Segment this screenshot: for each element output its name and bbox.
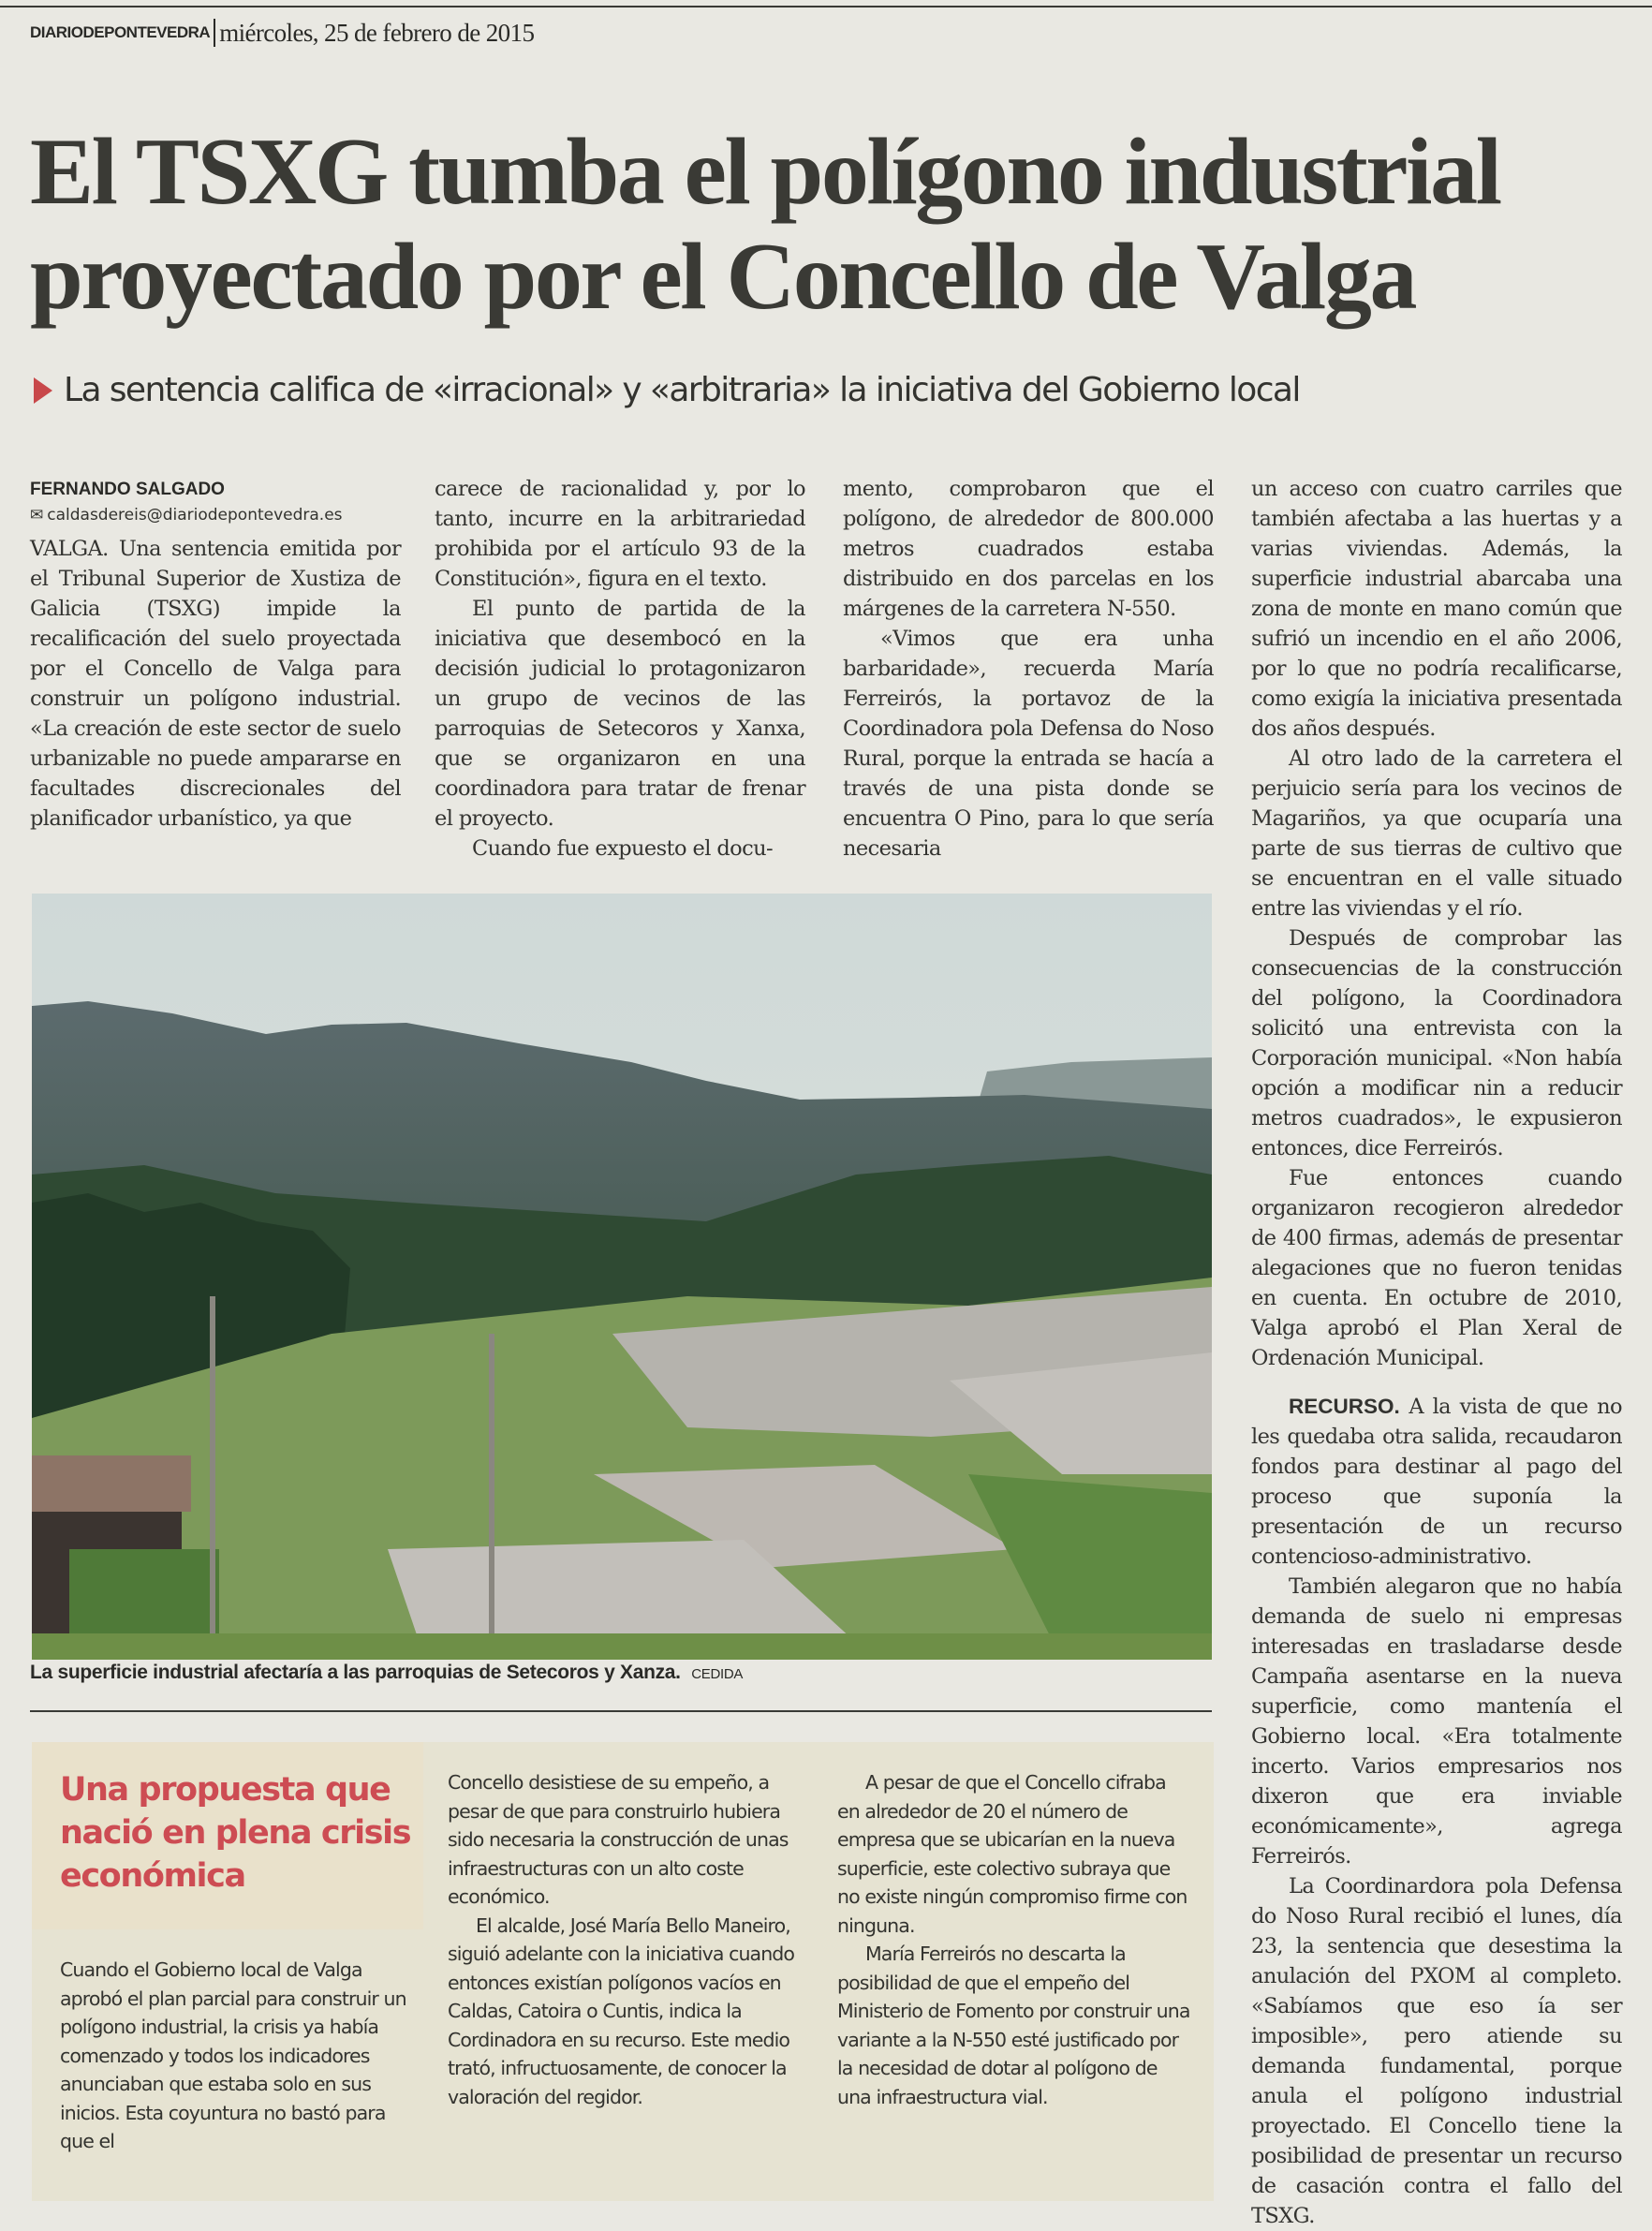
article-paragraph: También alegaron que no había demanda de suelo ni empresas interesadas en trasladarse desde Campaña asentarse en la nueva superficie, como mantenía el Gobierno local. «Era totalmente incerto. Varios empresarios nos dixeron que era inviable económicamente», agrega Ferreirós. <box>1251 1574 1622 1869</box>
sidebar-column-2 <box>448 1768 804 2111</box>
triangle-bullet-icon <box>34 377 52 404</box>
sidebar-title: Una propuesta que nació en plena crisis económica <box>60 1771 411 1895</box>
article-paragraph-recurso <box>1251 1392 1622 1572</box>
sidebar-paragraph: Concello desistiese de su empeño, a pesar de que para construirlo hubiera sido necesaria la construcción de unas infraestructuras con un alto coste económico. <box>448 1771 789 1908</box>
article-paragraph: VALGA. Una sentencia emitida por el Tribunal Superior de Xustiza de Galicia (TSXG) impide la recalificación del suelo proyectada por el Concello de Valga para construir un polígono industrial. «La creación de este sector de suelo urbanizable no puede ampararse en facultades discrecionales del planificador urbanístico, ya que <box>30 537 401 831</box>
article-paragraph: El punto de partida de la iniciativa que desembocó en la decisión judicial lo protagonizaron un grupo de vecinos de las parroquias de Setecoros y Xanxa, que se organizaron en una coordinadora para tratar de frenar el proyecto. <box>435 597 805 831</box>
sidebar-paragraph: María Ferreirós no descarta la posibilidad de que el empeño del Ministerio de Fomento por construir una variante a la N-550 esté justificado por la necesidad de dotar al polígono de una infraestructura vial. <box>837 1943 1190 2108</box>
article-column-2 <box>435 474 805 864</box>
masthead-divider <box>214 19 215 47</box>
article-paragraph: mento, comprobaron que el polígono, de alrededor de 800.000 metros cuadrados estaba distribuido en dos parcelas en los márgenes de la carretera N-550. <box>843 477 1214 621</box>
photo-caption <box>30 1662 743 1684</box>
landscape-photo-illustration <box>32 894 1212 1660</box>
article-paragraph: Fue entonces cuando organizaron recogieron alrededor de 400 firmas, además de presentar alegaciones que no fueron tenidas en cuenta. En octubre de 2010, Valga aprobó el Plan Xeral de Ordenación Municipal. <box>1251 1166 1622 1370</box>
article-paragraph: Después de comprobar las consecuencias de la construcción del polígono, la Coordinadora solicitó una entrevista con la Corporación municipal. «Non había opción a modificar nin a reducir metros cuadrados», le expusieron entonces, dice Ferreirós. <box>1251 926 1622 1160</box>
email-icon: ✉ <box>30 506 44 525</box>
article-column-3 <box>843 474 1214 864</box>
foreground-vines <box>32 1633 1212 1660</box>
article-photo <box>32 894 1212 1660</box>
sidebar-box <box>32 1742 1214 2201</box>
article-paragraph: Al otro lado de la carretera el perjuicio sería para los vecinos de Magariños, ya que ocuparía una parte de sus tierras de cultivo que se encuentran en el valle situado entre las viviendas y el río. <box>1251 746 1622 921</box>
article-subheadline <box>34 371 1300 409</box>
subheadline-text: La sentencia califica de «irracional» y «arbitraria» la iniciativa del Gobierno local <box>64 371 1300 409</box>
photo-credit: CEDIDA <box>691 1666 744 1682</box>
section-kicker: RECURSO. <box>1289 1395 1400 1418</box>
article-paragraph: carece de racionalidad y, por lo tanto, incurre en la arbitrariedad prohibida por el artículo 93 de la Constitución», figura en el texto. <box>435 477 805 591</box>
article-paragraph: Cuando fue expuesto el docu- <box>472 836 774 861</box>
author-email-text[interactable]: caldasdereis@diariodepontevedra.es <box>47 506 343 525</box>
section-divider <box>30 1710 1212 1712</box>
house-roof <box>32 1455 191 1512</box>
article-paragraph: «Vimos que era unha barbaridade», recuerda María Ferreirós, la portavoz de la Coordinadora pola Defensa do Noso Rural, porque la entrada se hacía a través de una pista donde se encuentra O Pino, para lo que sería necesaria <box>843 627 1214 861</box>
sidebar-column-1 <box>60 1956 412 2156</box>
utility-pole <box>489 1334 494 1660</box>
masthead <box>30 17 534 49</box>
publication-date: miércoles, 25 de febrero de 2015 <box>219 18 535 47</box>
top-rule <box>0 6 1652 7</box>
article-column-4 <box>1251 474 1622 2231</box>
sidebar-paragraph: El alcalde, José María Bello Maneiro, siguió adelante con la iniciativa cuando entonces existían polígonos vacíos en Caldas, Catoira o Cuntis, indica la Cordinadora en su recurso. Este medio trató, infructuosamente, de conocer la valoración del regidor. <box>448 1913 795 2108</box>
section-gap <box>1251 1373 1622 1392</box>
utility-pole <box>210 1296 215 1660</box>
article-paragraph: un acceso con cuatro carriles que también afectaba a las huertas y a varias viviendas. Además, la superficie industrial abarcaba una zona de monte en mano común que sufrió un incendio en el año 2006, por lo que no podría recalificarse, como exigía la iniciativa presentada dos años después. <box>1251 477 1622 741</box>
author-name: FERNANDO SALGADO <box>30 480 225 499</box>
kicker-paragraph-text: A la vista de que no les quedaba otra salida, recaudaron fondos para destinar al pago del proceso que suponía la presentación de un recurso contencioso-administrativo. <box>1251 1395 1622 1569</box>
photo-caption-text: La superficie industrial afectaría a las parroquias de Setecoros y Xanza. <box>30 1662 681 1683</box>
article-column-1 <box>30 534 401 834</box>
sidebar-paragraph: A pesar de que el Concello cifraba en alrededor de 20 el número de empresa que se ubicarían en la nueva superficie, este colectivo subraya que no existe ningún compromiso firme con ninguna. <box>837 1771 1187 1937</box>
sidebar-paragraph: Cuando el Gobierno local de Valga aprobó el plan parcial para construir un polígono industrial, la crisis ya había comenzado y todos los indicadores anunciaban que estaba solo en sus inicios. Esta coyuntura no bastó para que el <box>60 1958 406 2152</box>
author-email[interactable] <box>30 506 343 525</box>
byline <box>30 480 343 525</box>
sidebar-column-3 <box>837 1768 1193 2111</box>
newspaper-logo: DIARIODEPONTEVEDRA <box>30 23 211 41</box>
article-headline: El TSXG tumba el polígono industrial proyectado por el Concello de Valga <box>30 119 1500 330</box>
article-paragraph: La Coordinardora pola Defensa do Noso Rural recibió el lunes, día 23, la sentencia que desestima la anulación del PXOM al completo. «Sabíamos que eso ía ser imposible», pero atiende su demanda fundamental, porque anula el polígono industrial proyectado. El Concello tiene la posibilidad de presentar un recurso de casación contra el fallo del TSXG. <box>1251 1874 1622 2228</box>
